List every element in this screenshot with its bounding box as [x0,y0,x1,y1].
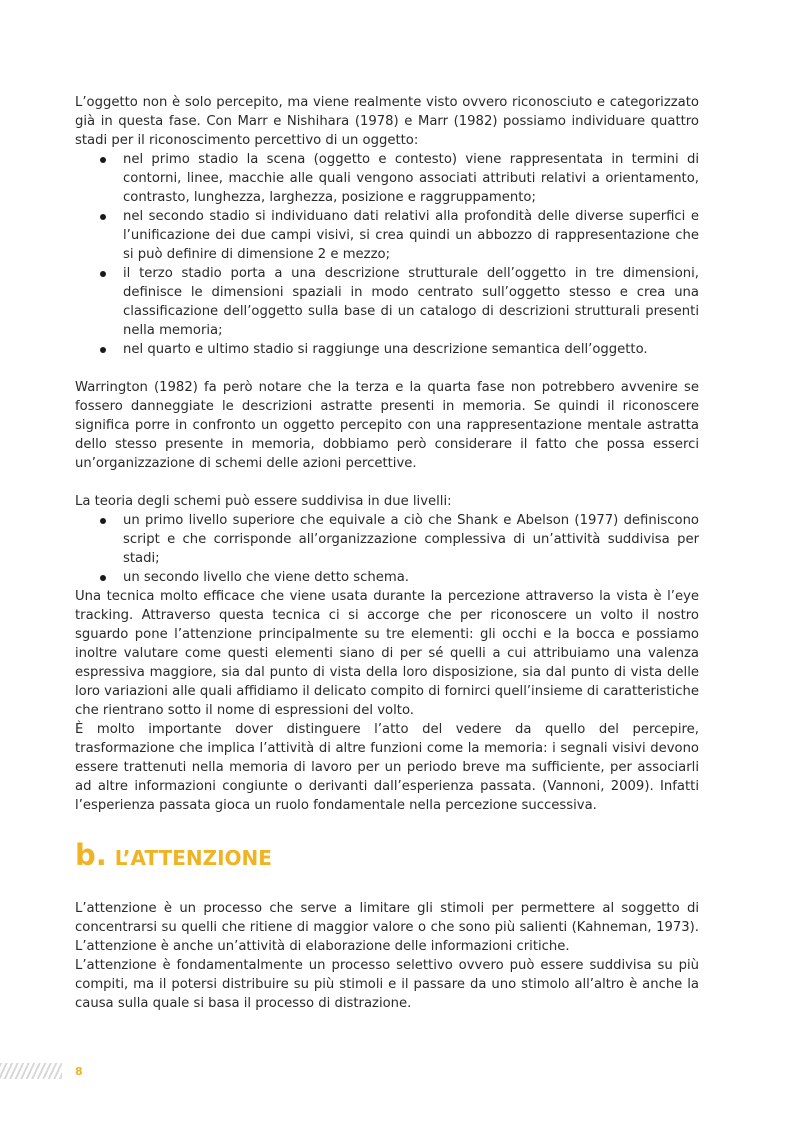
stages-list [75,150,699,359]
list-item: un secondo livello che viene detto schema. [75,568,699,587]
levels-list [75,511,699,587]
intro-paragraph: L’oggetto non è solo percepito, ma viene realmente visto ovvero riconosciuto e categorizzato già in questa fase. Con Marr e Nishihara (1978) e Marr (1982) possiamo individuare quattro stadi per il riconoscimento percettivo di un oggetto: [75,95,699,148]
eye-tracking-paragraph: Una tecnica molto efficace che viene usata durante la percezione attraverso la vista è l’eye tracking. Attraverso questa tecnica ci si accorge che per riconoscere un volto il nostro sguardo pone l’attenzione principalmente su tre elementi: gli occhi e la bocca e possiamo inoltre valutare come questi elementi siano di per sé quelli a cui attribuiamo una valenza espressiva maggiore, sia dal punto di vista della loro disposizione, sia dal punto di vista delle loro variazioni alle quali affidiamo il delicato compito di fornirci quell’insieme di caratteristiche che rientrano sotto il nome di espressioni del volto. [75,589,699,718]
section-body [75,899,699,1013]
list-item: nel quarto e ultimo stadio si raggiunge una descrizione semantica dell’oggetto. [75,340,699,359]
schemi-intro-paragraph: La teoria degli schemi può essere suddivisa in due livelli: [75,494,452,509]
section-letter: b. [75,838,107,872]
section-heading [75,838,272,872]
warrington-paragraph: Warrington (1982) fa però notare che la terza e la quarta fase non potrebbero avvenire se fossero danneggiate le descrizioni astratte presenti in memoria. Se quindi il riconoscere significa porre in confronto un oggetto percepito con una rappresentazione mentale astratta dello stesso presente in memoria, dobbiamo però considerare il fatto che possa esserci un’organizzazione di schemi delle azioni percettive. [75,380,699,471]
list-item: nel primo stadio la scena (oggetto e contesto) viene rappresentata in termini di contorni, linee, macchie alle quali vengono associati attributi relativi a orientamento, contrasto, lunghezza, larghezza, posizione e raggruppamento; [75,150,699,207]
page-number: 8 [75,1065,83,1078]
footer-stripes-decoration [0,1063,62,1079]
list-item: nel secondo stadio si individuano dati relativi alla profondità delle diverse superfici e l’unificazione dei due campi visivi, si crea quindi un abbozzo di rappresentazione che si può definire di dimensione 2 e mezzo; [75,207,699,264]
section-title: L’ATTENZIONE [114,846,272,870]
attention-paragraph-1: L’attenzione è un processo che serve a limitare gli stimoli per permettere al soggetto di concentrarsi su quelli che ritiene di maggior valore o che sono più salienti (Kahneman, 1973). L’attenzione è anche un’attività di elaborazione delle informazioni critiche. [75,901,699,954]
vedere-paragraph: È molto importante dover distinguere l’atto del vedere da quello del percepire, trasformazione che implica l’attività di altre funzioni come la memoria: i segnali visivi devono essere trattenuti nella memoria di lavoro per un periodo breve ma sufficiente, per associarli ad altre informazioni congiunte o derivanti dall’esperienza passata. (Vannoni, 2009). Infatti l’esperienza passata gioca un ruolo fondamentale nella percezione successiva. [75,722,699,813]
list-item: un primo livello superiore che equivale a ciò che Shank e Abelson (1977) definiscono script e che corrisponde all’organizzazione complessiva di un’attività suddivisa per stadi; [75,511,699,568]
body-text [75,93,699,815]
list-item: il terzo stadio porta a una descrizione strutturale dell’oggetto in tre dimensioni, definisce le dimensioni spaziali in modo centrato sull’oggetto stesso e crea una classificazione dell’oggetto sulla base di un catalogo di descrizioni strutturali presenti nella memoria; [75,264,699,340]
attention-paragraph-2: L’attenzione è fondamentalmente un processo selettivo ovvero può essere suddivisa su più compiti, ma il potersi distribuire su più stimoli e il passare da uno stimolo all’altro è anche la causa sulla quale si basa il processo di distrazione. [75,958,699,1011]
